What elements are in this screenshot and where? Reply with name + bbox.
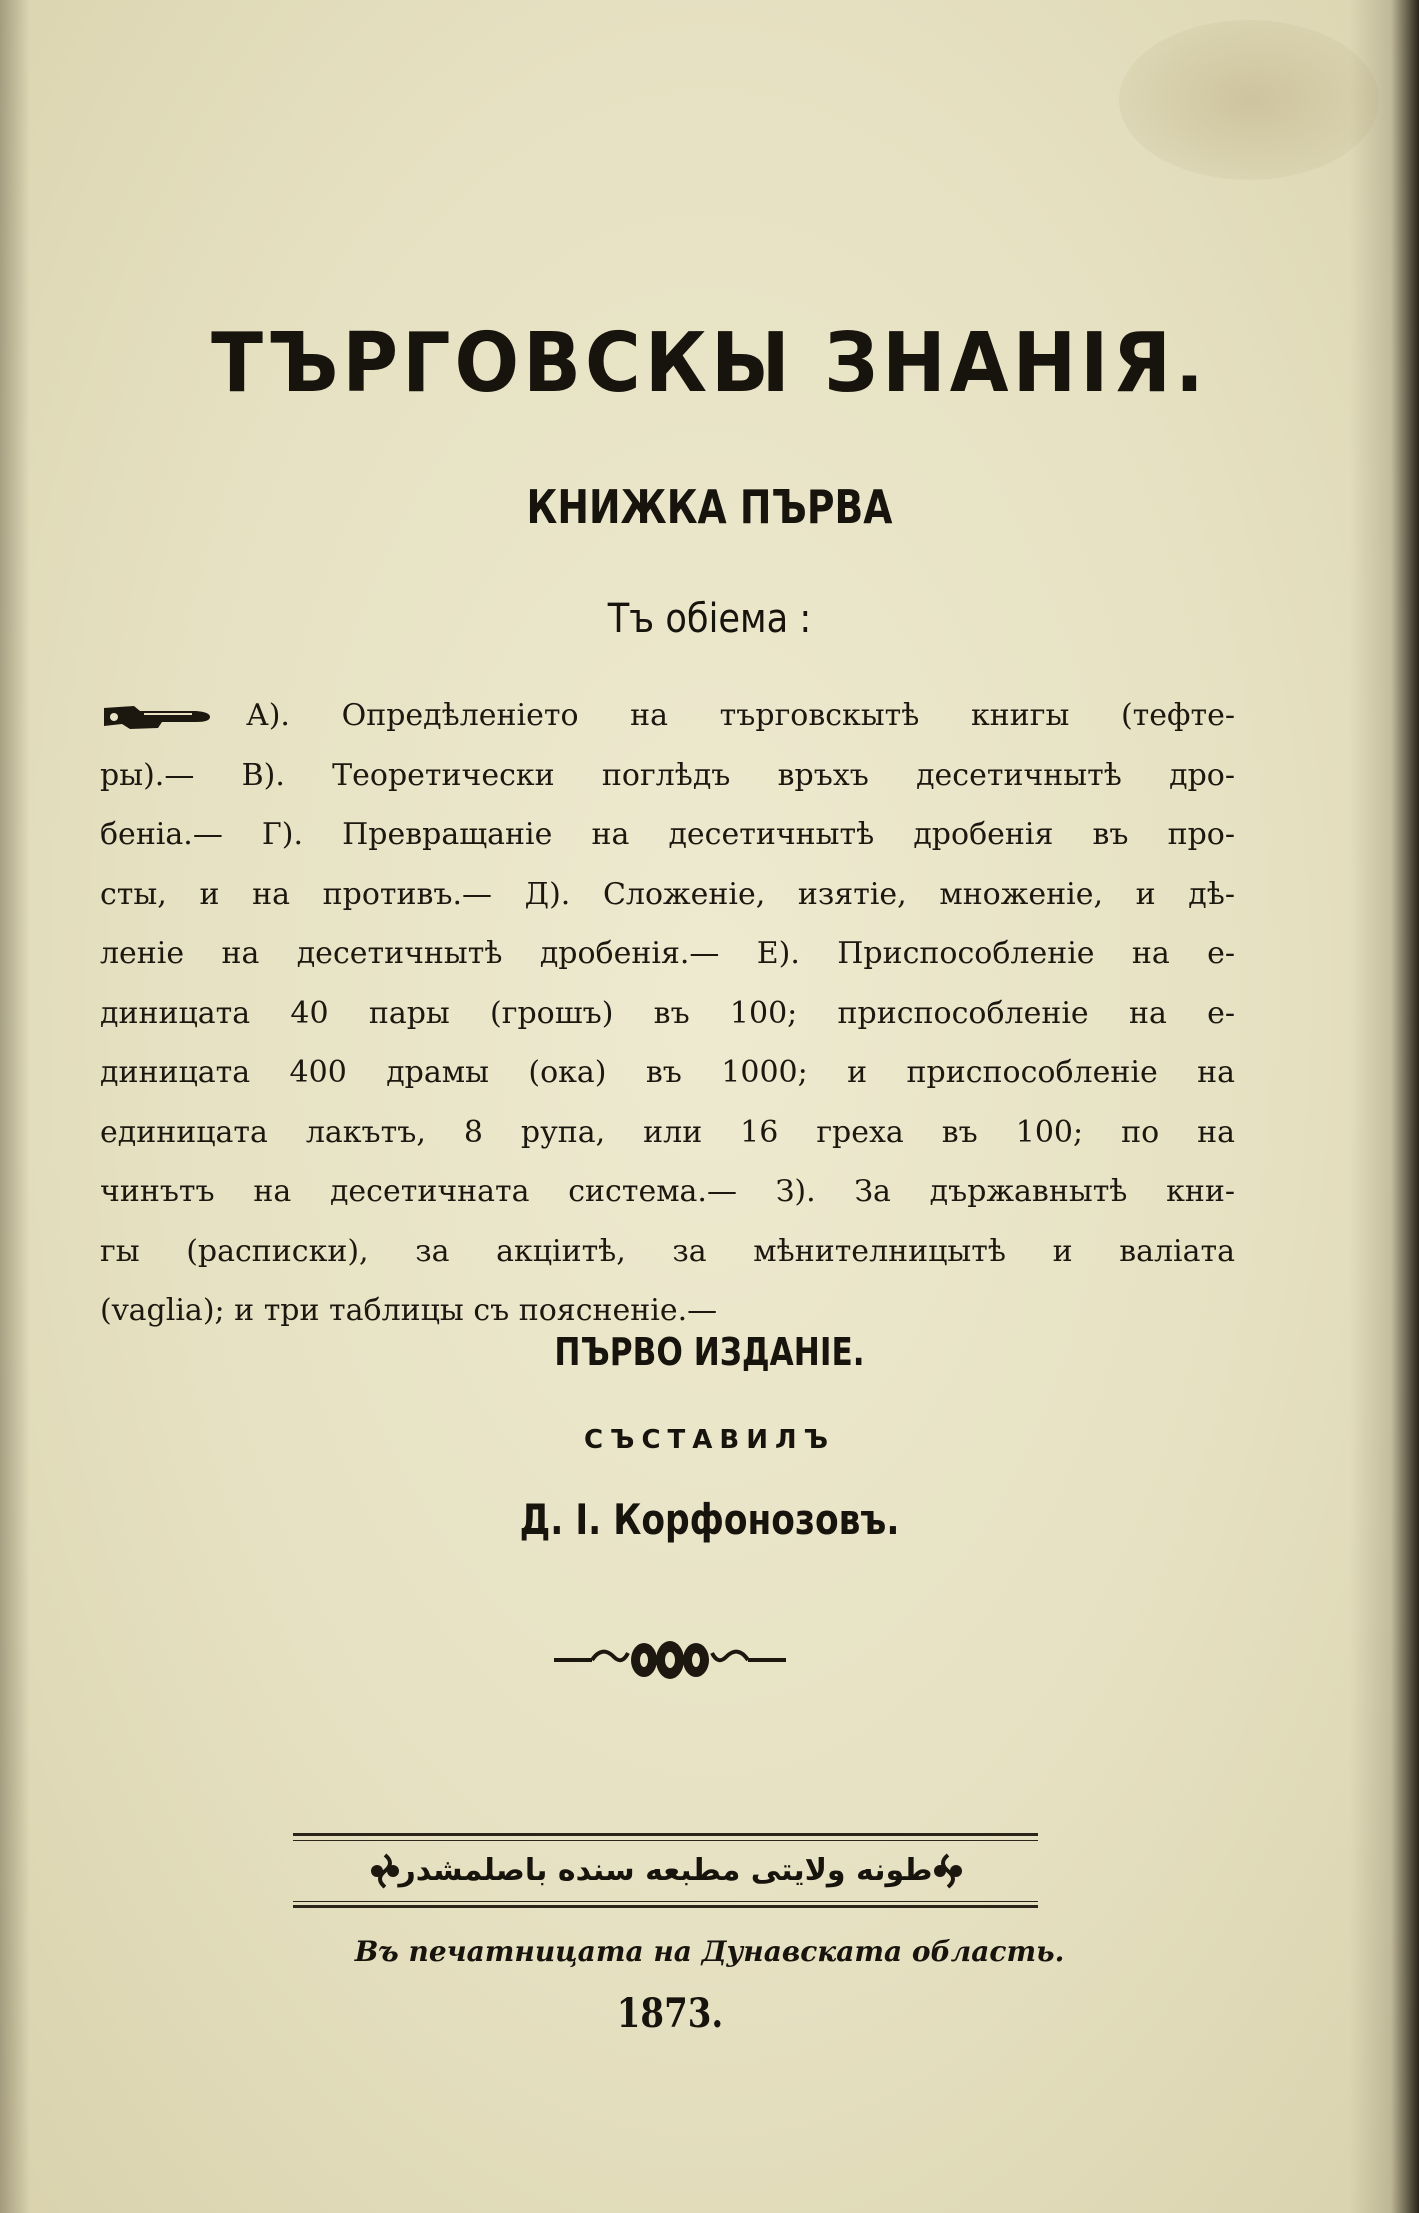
contents-paragraph [100, 686, 1235, 1341]
contents-line: А). Опредѣленіето на търговскытѣ книгы (тефте- [100, 686, 1235, 746]
book-title: ТЪРГОВСКЫ ЗНАНІЯ. [211, 314, 1208, 411]
imprint-rule-bottom [293, 1905, 1038, 1908]
pointing-hand-icon [100, 702, 218, 732]
paper-stain [1119, 20, 1379, 180]
author-name: Д. І. Корфонозовъ. [519, 1495, 900, 1544]
contents-line: ры).— В). Теоретически поглѣдъ връхъ десетичнытѣ дро- [100, 757, 1235, 793]
contents-line: чинътъ на десетичната система.— З). За държавнытѣ кни- [100, 1174, 1235, 1209]
contents-line: диницата 400 драмы (ока) въ 1000; и приспособленіе на [100, 1055, 1235, 1090]
contents-label: Тъ обіема : [607, 596, 812, 642]
contents-line: единицата лакътъ, 8 рупа, или 16 греха въ 100; по на [100, 1114, 1235, 1150]
imprint-box [293, 1825, 1038, 1915]
ottoman-imprint: طونه ولايتى مطبعه سنده باصلمشدر [398, 1853, 933, 1888]
publication-year: 1873. [616, 1990, 724, 2037]
floral-ornament-icon [552, 1635, 788, 1685]
compiled-by-label: СЪСТАВИЛЪ [583, 1425, 836, 1455]
contents-line: диницата 40 пары (грошъ) въ 100; приспособленіе на е- [100, 995, 1235, 1031]
imprint-rule-top [293, 1833, 1038, 1836]
book-subtitle: КНИЖКА ПЪРВА [526, 480, 893, 534]
edition-label: ПЪРВО ИЗДАНІЕ. [554, 1330, 865, 1374]
contents-line: гы (расписки), за акціитѣ, за мѣнителницытѣ и валіата [100, 1233, 1235, 1269]
fleuron-icon [928, 1851, 968, 1891]
contents-line: сты, и на противъ.— Д). Сложеніе, изятіе, множеніе, и дѣ- [100, 876, 1235, 912]
contents-line: (vaglia); и три таблицы съ поясненіе.— [100, 1293, 718, 1328]
contents-line: беніа.— Г). Превращаніе на десетичнытѣ дробенія въ про- [100, 817, 1235, 852]
printer-line: Въ печатницата на Дунавската область. [354, 1935, 1065, 1968]
contents-line: леніе на десетичнытѣ дробенія.— Е). Приспособленіе на е- [100, 936, 1235, 971]
